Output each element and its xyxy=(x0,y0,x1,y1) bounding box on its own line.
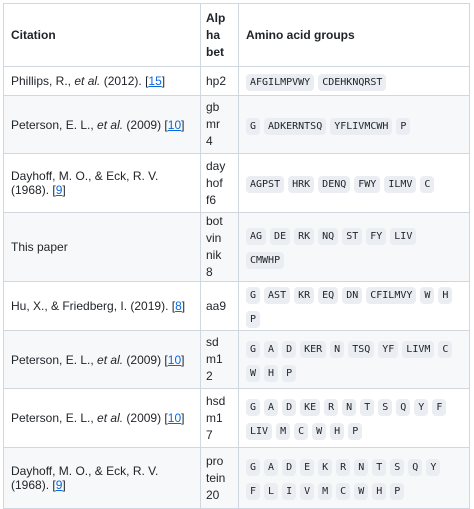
citation-text: Dayhoff, M. O., & Eck, R. V. (1968). [ xyxy=(11,169,159,197)
amino-acid-group: H xyxy=(330,423,344,440)
column-header-alphabet xyxy=(201,4,239,67)
citation-cell xyxy=(4,154,201,213)
alphabet-name-line: 8 xyxy=(206,265,213,279)
amino-acid-group: Y xyxy=(426,459,440,476)
amino-acid-group: ILMV xyxy=(384,176,416,193)
amino-acid-group: P xyxy=(396,118,410,135)
amino-acid-group: LIVM xyxy=(402,341,434,358)
amino-acid-group: AFGILMPVWY xyxy=(246,74,314,91)
alphabet-header-line: Alp xyxy=(206,10,226,25)
alphabet-name-line: 7 xyxy=(206,427,213,442)
amino-acid-group: P xyxy=(246,311,260,328)
amino-acid-group: Y xyxy=(414,399,428,416)
alphabet-name-line: sd xyxy=(206,335,219,349)
citation-text: (2009) [ xyxy=(123,411,168,425)
amino-acid-group: KER xyxy=(300,341,326,358)
table-row xyxy=(4,154,470,213)
amino-acid-group: FY xyxy=(366,228,386,245)
citation-etal: et al. xyxy=(97,411,124,425)
groups-cell xyxy=(239,213,470,282)
amino-acid-group: C xyxy=(420,176,434,193)
amino-acid-group: G xyxy=(246,341,260,358)
citation-text: ] xyxy=(161,74,166,88)
amino-acid-group: CMWHP xyxy=(246,252,284,269)
amino-acid-group: C xyxy=(294,423,308,440)
reference-link[interactable]: 9 xyxy=(55,478,63,492)
amino-acid-group: KR xyxy=(294,287,314,304)
alphabet-cell xyxy=(201,96,239,154)
amino-acid-group: I xyxy=(282,483,296,500)
amino-acid-group: D xyxy=(282,459,296,476)
amino-acid-group: G xyxy=(246,399,260,416)
alphabet-cell xyxy=(201,67,239,96)
citation-text: ] xyxy=(181,299,186,313)
groups-cell xyxy=(239,154,470,213)
amino-acid-group: ST xyxy=(342,228,362,245)
citation-cell xyxy=(4,67,201,96)
alphabet-header-line: ha xyxy=(206,27,221,42)
amino-acid-group: HRK xyxy=(288,176,314,193)
citation-text: Hu, X., & Friedberg, I. (2019). [ xyxy=(11,299,176,313)
column-header-groups: Amino acid groups xyxy=(239,4,470,67)
amino-acid-group: A xyxy=(264,399,278,416)
amino-acid-group: AGPST xyxy=(246,176,284,193)
amino-acid-group: C xyxy=(438,341,452,358)
amino-acid-group: W xyxy=(420,287,434,304)
reference-link[interactable]: 10 xyxy=(167,352,182,367)
amino-acid-group: S xyxy=(390,459,404,476)
alphabet-name-line: nik xyxy=(206,248,222,262)
amino-acid-group: C xyxy=(336,483,350,500)
alphabet-name-line: vin xyxy=(206,231,222,245)
amino-acid-group: S xyxy=(378,399,392,416)
table-row xyxy=(4,67,470,96)
table-header-row xyxy=(4,4,470,67)
alphabet-cell xyxy=(201,213,239,282)
amino-acid-group: KE xyxy=(300,399,320,416)
alphabet-name-line: 2 xyxy=(206,369,213,383)
alphabet-name-line: hof xyxy=(206,175,223,190)
table-row xyxy=(4,282,470,331)
citation-cell xyxy=(4,213,201,282)
alphabet-name-line: 20 xyxy=(206,487,220,502)
citation-text: Peterson, E. L., xyxy=(11,411,98,425)
alphabet-name-line: day xyxy=(206,158,226,173)
alphabet-name-line: hsd xyxy=(206,393,226,408)
citation-cell xyxy=(4,389,201,448)
amino-acid-group: D xyxy=(282,399,296,416)
citation-text: ] xyxy=(181,411,185,425)
reference-link[interactable]: 15 xyxy=(148,74,162,88)
citation-text: (2009) [ xyxy=(123,352,168,367)
citation-text: Peterson, E. L., xyxy=(11,117,98,132)
amino-acid-group: LIV xyxy=(246,423,272,440)
alphabet-name-line: 4 xyxy=(206,134,213,148)
citation-text: ] xyxy=(62,478,66,492)
alphabet-name-line: hp2 xyxy=(206,73,227,88)
amino-acid-group: W xyxy=(312,423,326,440)
citation-text: Peterson, E. L., xyxy=(11,352,98,367)
citation-cell xyxy=(4,331,201,389)
table-row xyxy=(4,96,470,154)
amino-acid-group: M xyxy=(276,423,290,440)
reference-link[interactable]: 8 xyxy=(175,299,182,313)
amino-acid-group: ADKERNTSQ xyxy=(264,118,326,135)
amino-acid-group: NQ xyxy=(318,228,338,245)
amino-acid-group: F xyxy=(432,399,446,416)
groups-cell xyxy=(239,282,470,331)
alphabet-name-line: mr xyxy=(206,117,220,131)
amino-acid-group: H xyxy=(264,365,278,382)
alphabet-name-line: m1 xyxy=(206,352,223,366)
amino-acid-group: G xyxy=(246,287,260,304)
alphabet-cell xyxy=(201,154,239,213)
groups-cell xyxy=(239,448,470,509)
alphabet-cell xyxy=(201,389,239,448)
reference-link[interactable]: 9 xyxy=(55,183,63,197)
amino-acid-group: YFLIVMCWH xyxy=(330,118,392,135)
alphabet-name-line: pro xyxy=(206,453,224,468)
alphabet-name-line: gb xyxy=(206,100,220,114)
amino-acid-group: CFILMVY xyxy=(366,287,416,304)
amino-acid-group: N xyxy=(342,399,356,416)
amino-acid-group: FWY xyxy=(354,176,380,193)
amino-acid-group: EQ xyxy=(318,287,338,304)
alphabet-cell xyxy=(201,448,239,509)
groups-cell xyxy=(239,331,470,389)
table-row xyxy=(4,213,470,282)
amino-acid-group: A xyxy=(264,341,278,358)
citation-cell xyxy=(4,448,201,509)
amino-acid-group: H xyxy=(438,287,452,304)
citation-text: Dayhoff, M. O., & Eck, R. V. (1968). [ xyxy=(11,464,159,492)
alphabet-name-line: bot xyxy=(206,214,223,228)
alphabet-name-line: m1 xyxy=(206,410,223,425)
citation-etal: et al. xyxy=(97,352,124,367)
citation-cell xyxy=(4,282,201,331)
alphabet-cell xyxy=(201,282,239,331)
reference-link[interactable]: 10 xyxy=(167,117,182,132)
amino-acid-group: K xyxy=(318,459,332,476)
amino-acid-group: E xyxy=(300,459,314,476)
amino-acid-group: T xyxy=(360,399,374,416)
amino-acid-group: M xyxy=(318,483,332,500)
citation-cell xyxy=(4,96,201,154)
amino-acid-group: N xyxy=(354,459,368,476)
amino-acid-group: DENQ xyxy=(318,176,350,193)
table-body xyxy=(4,67,470,509)
table-row xyxy=(4,448,470,509)
amino-acid-group: DN xyxy=(342,287,362,304)
citation-text: This paper xyxy=(11,240,68,254)
amino-acid-group: R xyxy=(336,459,350,476)
amino-acid-group: N xyxy=(330,341,344,358)
groups-cell xyxy=(239,389,470,448)
alphabet-header-line: bet xyxy=(206,44,224,59)
amino-acid-group: AG xyxy=(246,228,266,245)
citation-etal: et al. xyxy=(74,74,101,88)
alphabet-name-line: tein xyxy=(206,470,226,485)
amino-acid-group: P xyxy=(348,423,362,440)
groups-cell xyxy=(239,67,470,96)
amino-acid-group: TSQ xyxy=(348,341,374,358)
amino-acid-group: G xyxy=(246,118,260,135)
amino-acid-group: RK xyxy=(294,228,314,245)
amino-acid-group: D xyxy=(282,341,296,358)
alphabet-name-line: f6 xyxy=(206,192,217,207)
citation-text: (2009) [ xyxy=(123,117,168,132)
citation-text: ] xyxy=(181,352,185,367)
table-row xyxy=(4,389,470,448)
amino-acid-group: W xyxy=(246,365,260,382)
citation-text: (2012). [ xyxy=(100,74,149,88)
alphabet-name-line: aa9 xyxy=(206,298,227,313)
reference-link[interactable]: 10 xyxy=(167,411,182,425)
amino-acid-group: AST xyxy=(264,287,290,304)
amino-acid-group: DE xyxy=(270,228,290,245)
amino-acid-group: LIV xyxy=(390,228,416,245)
amino-acid-group: A xyxy=(264,459,278,476)
citation-text: ] xyxy=(181,117,185,132)
amino-acid-group: CDEHKNQRST xyxy=(318,74,386,91)
citation-text: ] xyxy=(62,183,66,197)
amino-acid-group: YF xyxy=(378,341,398,358)
column-header-citation: Citation xyxy=(4,4,201,67)
citation-etal: et al. xyxy=(97,117,124,132)
groups-cell xyxy=(239,96,470,154)
amino-acid-group: Q xyxy=(408,459,422,476)
amino-acid-group: W xyxy=(354,483,368,500)
amino-acid-alphabet-table xyxy=(3,3,470,509)
alphabet-cell xyxy=(201,331,239,389)
amino-acid-group: F xyxy=(246,483,260,500)
amino-acid-group: L xyxy=(264,483,278,500)
amino-acid-group: G xyxy=(246,459,260,476)
amino-acid-group: P xyxy=(282,365,296,382)
amino-acid-group: T xyxy=(372,459,386,476)
table-row xyxy=(4,331,470,389)
amino-acid-group: V xyxy=(300,483,314,500)
amino-acid-group: R xyxy=(324,399,338,416)
citation-text: Phillips, R., xyxy=(11,74,75,88)
amino-acid-group: H xyxy=(372,483,386,500)
amino-acid-group: Q xyxy=(396,399,410,416)
amino-acid-group: P xyxy=(390,483,404,500)
